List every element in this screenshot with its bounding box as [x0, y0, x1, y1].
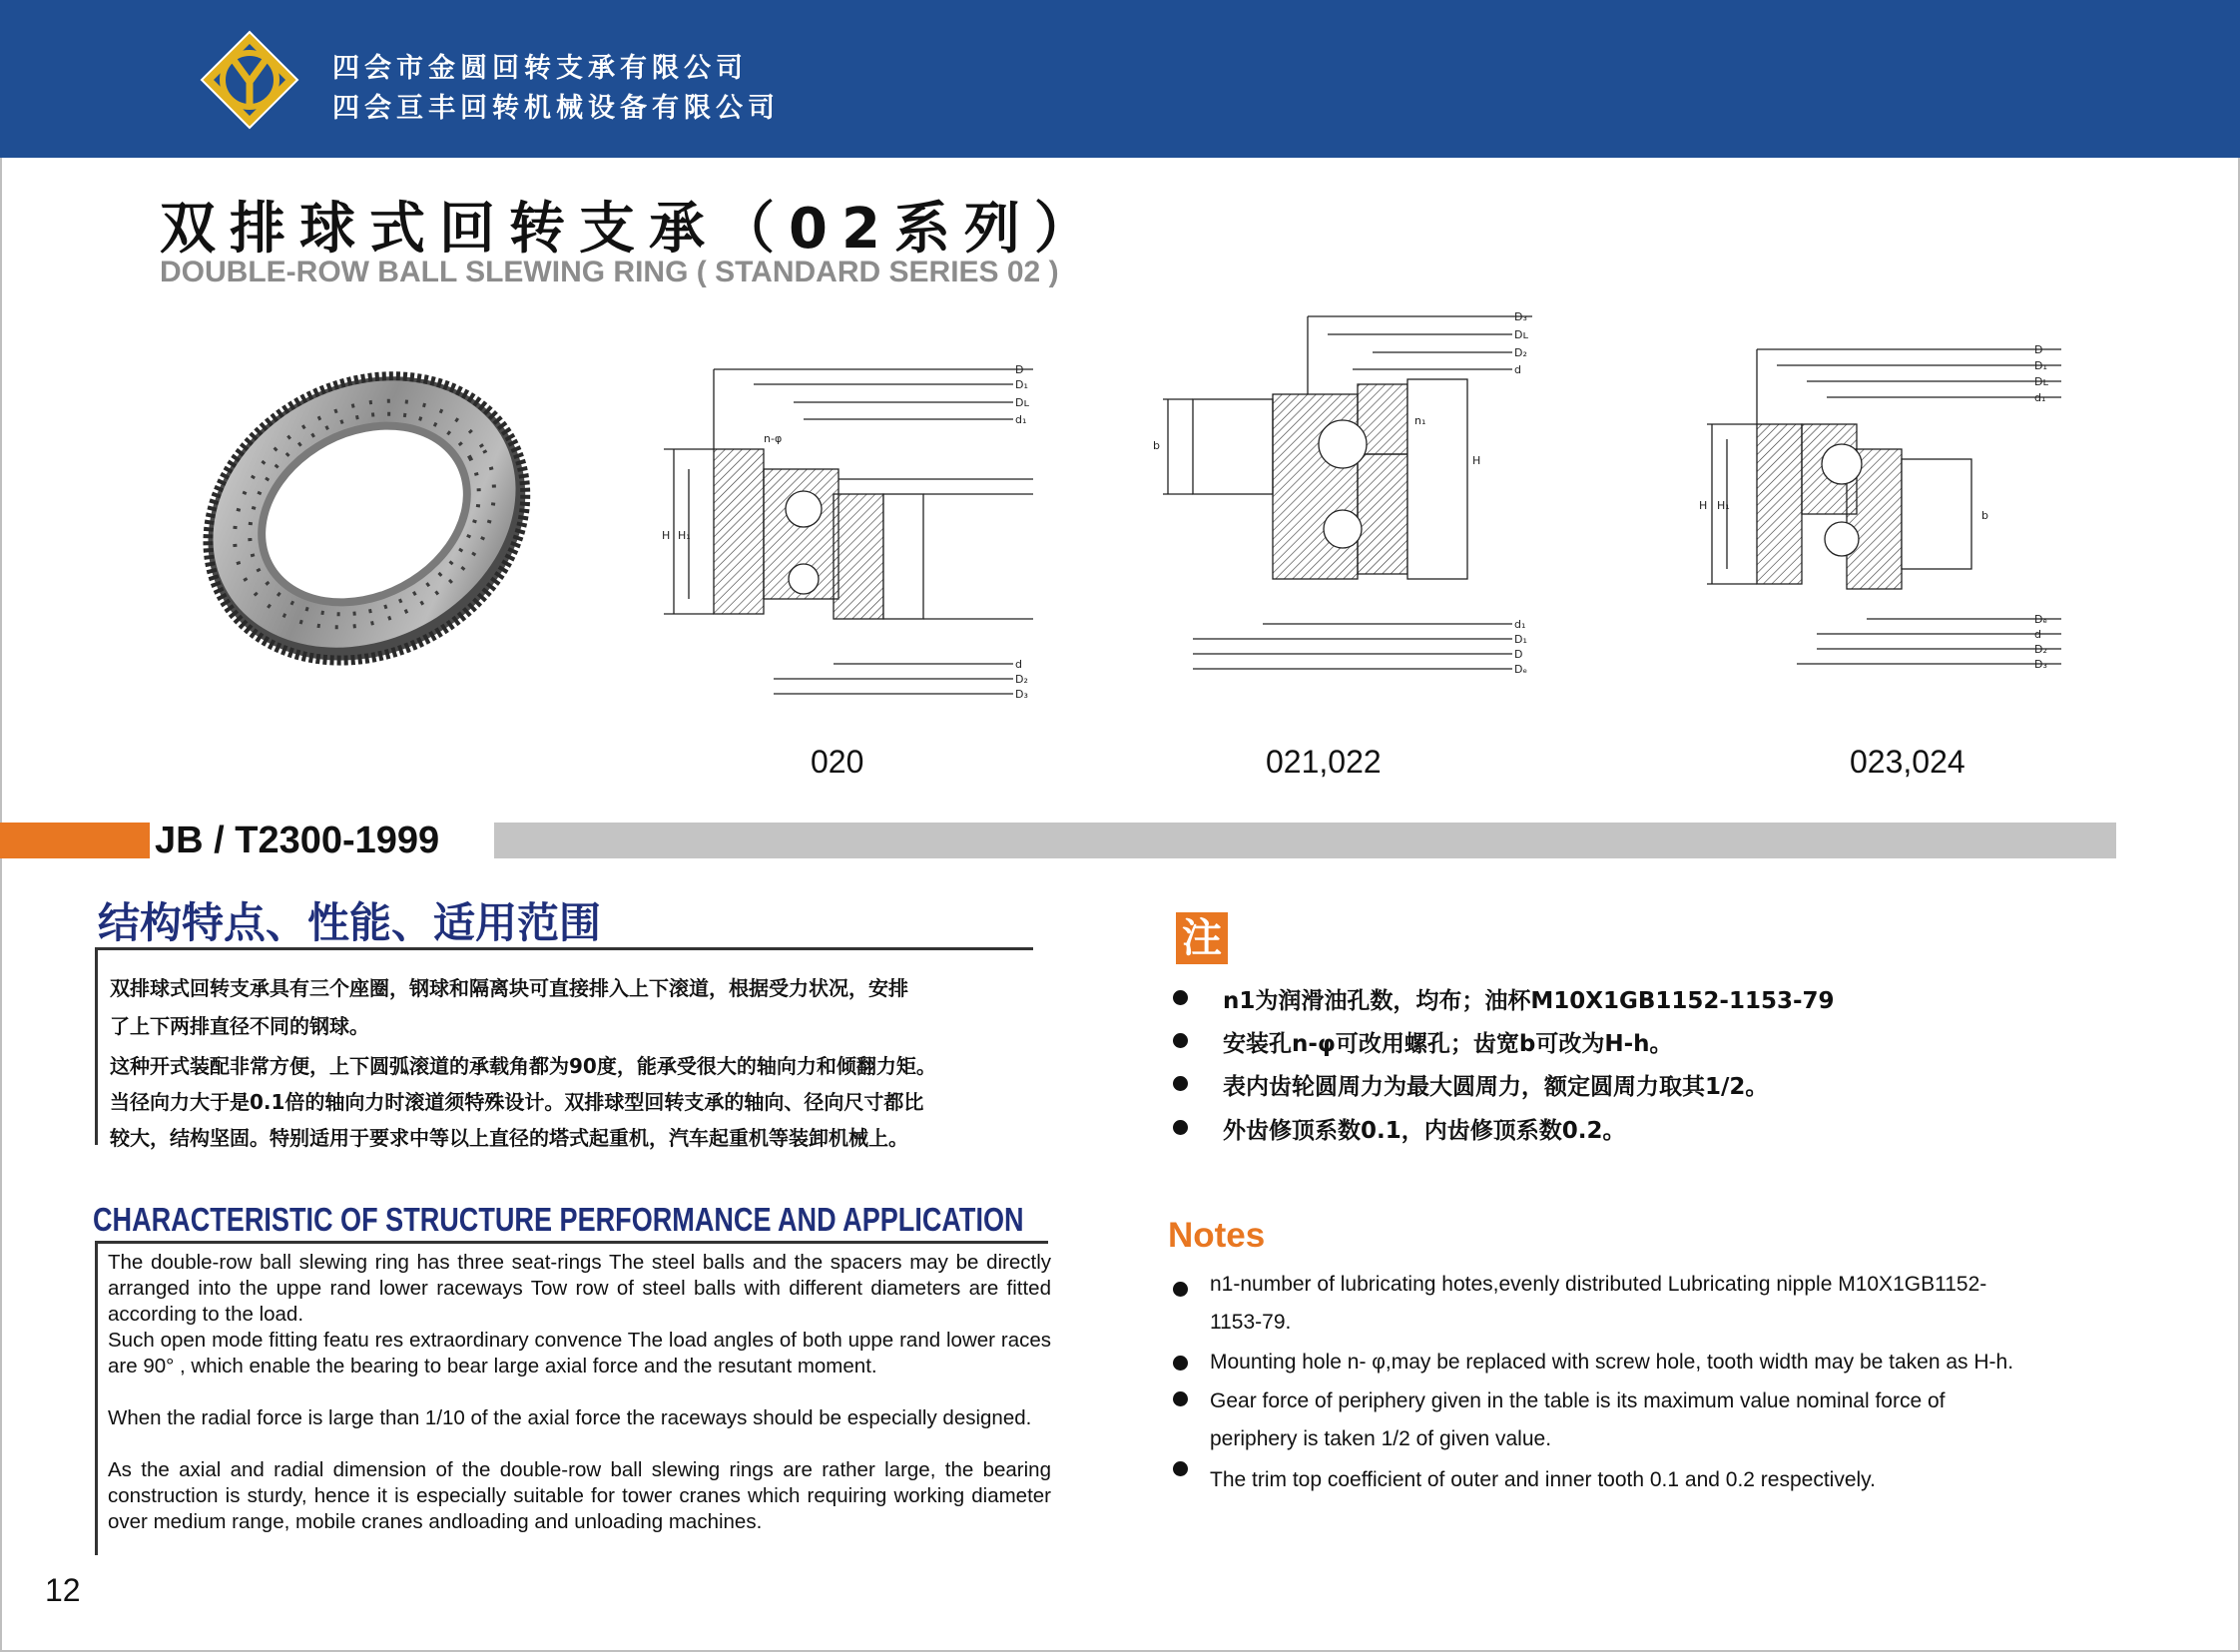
- bullet-icon: [1173, 1033, 1188, 1048]
- standard-label: JB / T2300-1999: [155, 820, 440, 861]
- structure-heading-en: CHARACTERISTIC OF STRUCTURE PERFORMANCE AND APPLICATION: [93, 1201, 1024, 1238]
- note-cn-text: 表内齿轮圆周力为最大圆周力，额定圆周力取其1/2。: [1223, 1074, 1769, 1100]
- drawing-023-024: [1687, 329, 2076, 699]
- dim-D3: D₃: [2034, 658, 2047, 671]
- dim-De: Dₑ: [2034, 613, 2048, 626]
- standard-bar-accent: [0, 823, 150, 858]
- notes-badge-cn: 注: [1176, 912, 1228, 964]
- dim-D3: D₃: [1514, 310, 1527, 323]
- page-title-en: DOUBLE-ROW BALL SLEWING RING ( STANDARD SERIES 02 ): [160, 256, 1059, 288]
- bullet-icon: [1173, 1356, 1188, 1371]
- note-en-text: Gear force of periphery given in the table is its maximum value nominal force of: [1210, 1389, 1946, 1412]
- company-name-2: 四会亘丰回转机械设备有限公司: [332, 93, 780, 124]
- structure-heading-cn: 结构特点、性能、适用范围: [98, 898, 602, 947]
- section-rule-vertical: [95, 947, 98, 1145]
- page-border-left: [0, 158, 2, 1652]
- structure-cn-line: 这种开式装配非常方便，上下圆弧滚道的承载角都为90度，能承受很大的轴向力和倾翻力矩。: [110, 1054, 936, 1078]
- notes-heading-en: Notes: [1168, 1216, 1266, 1255]
- dim-n1: n₁: [1414, 414, 1426, 427]
- dim-d1: d₁: [2034, 391, 2046, 404]
- section-rule-vertical: [95, 1241, 98, 1555]
- structure-cn-line: 双排球式回转支承具有三个座圈，钢球和隔离块可直接排入上下滚道，根据受力状况，安排: [110, 976, 908, 1000]
- dim-D2: D₂: [2034, 643, 2047, 656]
- bullet-icon: [1173, 1391, 1188, 1406]
- dim-b: b: [1981, 509, 1988, 522]
- drawing-020: [654, 359, 1033, 719]
- note-cn-text: 安装孔n-φ可改用螺孔；齿宽b可改为H-h。: [1223, 1031, 1673, 1057]
- page-title-cn: 双排球式回转支承（02系列）: [160, 197, 1104, 262]
- dim-D: D: [1514, 648, 1523, 661]
- section-rule: [95, 1241, 1048, 1244]
- dim-D1: D₁: [1015, 378, 1028, 391]
- note-en-text: n1-number of lubricating hotes,evenly distributed Lubricating nipple M10X1GB1152-: [1210, 1273, 1987, 1296]
- caption-023-024: 023,024: [1850, 744, 1965, 780]
- dim-d: d: [1514, 363, 1521, 376]
- dim-D: D: [1015, 363, 1024, 376]
- standard-bar-rule: [494, 823, 2116, 858]
- note-en-text: The trim top coefficient of outer and inner tooth 0.1 and 0.2 respectively.: [1210, 1468, 1876, 1491]
- bullet-icon: [1173, 1076, 1188, 1091]
- structure-en-paragraph: Such open mode fitting featu res extraordinary convence The load angles of both uppe rand lower races are 90° , which enable the bearing to bear large axial force and the resutant moment.: [108, 1329, 1051, 1377]
- dim-d: d: [1015, 658, 1022, 671]
- company-name-1: 四会市金圆回转支承有限公司: [332, 53, 748, 84]
- dim-D2: D₂: [1015, 673, 1028, 686]
- structure-en-paragraph: When the radial force is large than 1/10 of the axial force the raceways should be especially designed.: [108, 1406, 1032, 1429]
- dim-De: Dₑ: [1514, 663, 1528, 676]
- structure-cn-line: 当径向力大于是0.1倍的轴向力时滚道须特殊设计。双排球型回转支承的轴向、径向尺寸都比: [110, 1090, 924, 1114]
- dim-H: H: [662, 529, 671, 542]
- dim-d: d: [2034, 628, 2041, 641]
- dim-D2: D₂: [1514, 346, 1527, 359]
- structure-en-paragraph: As the axial and radial dimension of the double-row ball slewing rings are rather large, the bearing construction is sturdy, hence it is especially suitable for tower cranes which requiring working diameter over medium range, mobile cranes andloading and unloading machines.: [108, 1458, 1051, 1533]
- structure-cn-line: 较大，结构坚固。特别适用于要求中等以上直径的塔式起重机，汽车起重机等装卸机械上。: [110, 1126, 908, 1150]
- dim-d1: d₁: [1514, 618, 1526, 631]
- dim-H: H: [1472, 454, 1481, 467]
- slewing-ring-photo: [180, 344, 549, 684]
- bullet-icon: [1173, 1461, 1188, 1476]
- note-en-text: 1153-79.: [1210, 1311, 1292, 1334]
- drawing-021-022: [1143, 304, 1542, 699]
- dim-DL: Dʟ: [2034, 375, 2049, 388]
- note-en-text: periphery is taken 1/2 of given value.: [1210, 1427, 1552, 1450]
- section-rule: [95, 947, 1033, 950]
- dim-n-phi: n-φ: [764, 432, 783, 445]
- note-en-text: Mounting hole n- φ,may be replaced with screw hole, tooth width may be taken as H-h.: [1210, 1351, 2014, 1374]
- dim-D: D: [2034, 343, 2043, 356]
- caption-020: 020: [811, 744, 864, 780]
- dim-H1: H₁: [1717, 499, 1730, 512]
- structure-cn-line: 了上下两排直径不同的钢球。: [110, 1014, 369, 1038]
- dim-D3: D₃: [1015, 688, 1028, 701]
- dim-DL: Dʟ: [1015, 396, 1030, 409]
- caption-021-022: 021,022: [1266, 744, 1382, 780]
- dim-d1: d₁: [1015, 413, 1027, 426]
- dim-D1: D₁: [1514, 633, 1527, 646]
- dim-b: b: [1153, 439, 1160, 452]
- dim-H1: H₁: [678, 529, 691, 542]
- page-number: 12: [45, 1572, 81, 1608]
- dim-H: H: [1699, 499, 1708, 512]
- dim-DL: Dʟ: [1514, 328, 1529, 341]
- bullet-icon: [1173, 1120, 1188, 1135]
- structure-en-paragraph: The double-row ball slewing ring has three seat-rings The steel balls and the spacers may be directly arranged into the uppe rand lower raceways Tow row of steel balls with different diameters are fitted according to the load.: [108, 1251, 1051, 1326]
- bullet-icon: [1173, 990, 1188, 1005]
- dim-D1: D₁: [2034, 359, 2047, 372]
- note-cn-text: n1为润滑油孔数，均布；油杯M10X1GB1152-1153-79: [1223, 988, 1835, 1014]
- bullet-icon: [1173, 1282, 1188, 1297]
- note-cn-text: 外齿修顶系数0.1，内齿修顶系数0.2。: [1223, 1118, 1626, 1144]
- company-logo: [200, 30, 299, 130]
